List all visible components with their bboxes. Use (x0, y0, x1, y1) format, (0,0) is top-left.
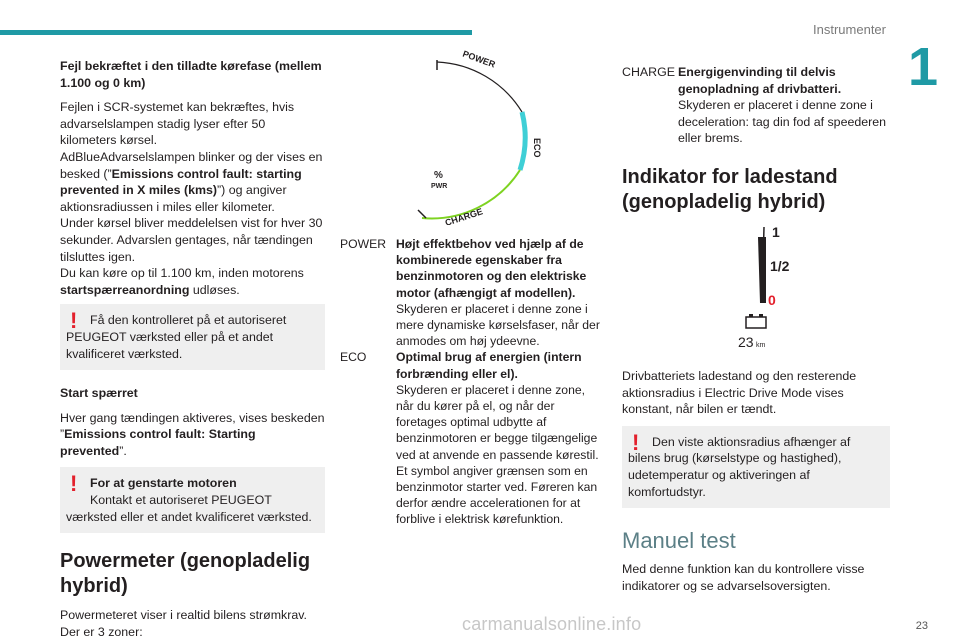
warning-note-2-title: For at genstarte motoren (90, 476, 237, 491)
warning-icon: ! (70, 471, 78, 497)
warning-icon: ! (632, 429, 640, 455)
manual-test-heading: Manuel test (622, 528, 736, 554)
warning-icon: ! (70, 308, 78, 334)
column-left (60, 58, 325, 640)
column-right (622, 64, 890, 594)
eco-bold-text: Optimal brug af energien (intern forbrænding eller el). (396, 350, 582, 381)
definition-eco (340, 349, 605, 527)
warning-note-2 (60, 467, 325, 533)
manual-test-paragraph: Med denne funktion kan du kontrollere visse indikatorer og se advarselsoversigten. (622, 562, 865, 593)
power-bold-text: Højt effektbehov ved hjælp af de kombinerede egenskaber fra benzinmotoren og den elektriske motor (afhængigt af modellen). (396, 237, 587, 300)
warning-note-2-text: Kontakt et autoriseret PEUGEOT værksted eller et andet kvalificeret værksted. (66, 493, 312, 524)
eco-text: Skyderen er placeret i denne zone, når du kører på el, og når der foretages optimal udbytte af benzinmotoren er begge tilgængelige ved at anvende en passende kørestil. Et symbol angiver grænsen som en benzinmotor starter ved. Føreren kan derfor ændre accelerationen for at forblive i elektrisk kørefunktion. (396, 382, 599, 527)
page-number: 23 (915, 620, 928, 632)
warning-note-3-text: Den viste aktionsradius afhænger af bilens brug (kørselstype og hastighed), udetemperatur og aktiveringen af komfortudstyr. (628, 434, 851, 499)
powermeter-paragraph: Powermeteret viser i realtid bilens strømkrav. Der er 3 zoner: (60, 608, 307, 639)
start-heading: Start spærret (60, 386, 138, 401)
fault-paragraph-1: Fejlen i SCR-systemet kan bekræftes, hvis advarselslampen stadig lyser efter 50 kilometers kørsel. (60, 100, 295, 148)
fault-heading: Fejl bekræftet i den tilladte kørefase (mellem 1.100 og 0 km) (60, 59, 322, 90)
fault-paragraph-4: Du kan køre op til 1.100 km, inden motorens startspærreanordning udløses. (60, 266, 304, 297)
gauge-label-half: 1/2 (770, 257, 790, 274)
charge-level-gauge (622, 223, 890, 353)
section-title: Instrumenter (813, 22, 886, 37)
power-text: Skyderen er placeret i denne zone i mere dynamiske kørselsfaser, når der anmodes om høj ydeevne. (396, 301, 600, 349)
definition-charge (622, 64, 890, 147)
gauge-pwr-label: PWR (431, 183, 448, 190)
definition-power (340, 236, 605, 349)
gauge-tick-bottom (418, 210, 426, 218)
column-middle (340, 50, 605, 528)
gauge-label-eco: ECO (532, 138, 542, 158)
indicator-heading: Indikator for ladestand (genopladelig hybrid) (622, 165, 838, 213)
warning-note-1 (60, 304, 325, 370)
power-zone-arc (437, 62, 522, 112)
charge-text: Skyderen er placeret i denne zone i deceleration: tag din fod af speederen eller brems. (678, 98, 887, 146)
battery-icon (746, 314, 766, 328)
gauge-label-full: 1 (772, 223, 780, 240)
indicator-paragraph: Drivbatteriets ladestand og den resterende aktionsradius i Electric Drive Mode vises konstant, når bilen er tændt. (622, 368, 857, 417)
powermeter-gauge (340, 50, 605, 225)
watermark: carmanualsonline.info (462, 614, 642, 634)
fault-paragraph-2: AdBlueAdvarselslampen blinker og der vises en besked (”Emissions control fault: starting prevented in X miles (kms)”) og angiver aktionsradiussen i miles eller kilometer. (60, 149, 323, 214)
zone-definitions (340, 236, 605, 528)
chapter-number: 1 (907, 37, 938, 97)
gauge-label-empty: 0 (768, 291, 776, 308)
warning-note-3 (622, 426, 890, 508)
range-value: 23 (738, 333, 754, 350)
term-power: POWER (340, 237, 387, 251)
warning-note-1-text: Få den kontrolleret på et autoriseret PEUGEOT værksted eller på et andet kvalificeret værksted. (66, 313, 287, 361)
charge-bold-text: Energigenvinding til delvis genopladning af drivbatteri. (678, 65, 842, 96)
term-charge: CHARGE (622, 65, 676, 79)
header-accent-bar (0, 30, 472, 35)
powermeter-heading: Powermeter (genopladelig hybrid) (60, 550, 311, 598)
gauge-percent-symbol: % (434, 170, 443, 181)
eco-zone-arc (520, 112, 525, 170)
start-paragraph: Hver gang tændingen aktiveres, vises beskeden ”Emissions control fault: Starting prevented”. (60, 410, 325, 458)
fault-paragraph-3: Under kørsel bliver meddelelsen vist for hver 30 sekunder. Advarslen gentages, når tændingen tilsluttes igen. (60, 216, 323, 264)
range-unit: km (756, 341, 766, 349)
gauge-fill-bar (758, 237, 766, 303)
gauge-label-charge: CHARGE (443, 206, 484, 225)
term-eco: ECO (340, 350, 367, 365)
gauge-label-power: POWER (461, 50, 497, 70)
